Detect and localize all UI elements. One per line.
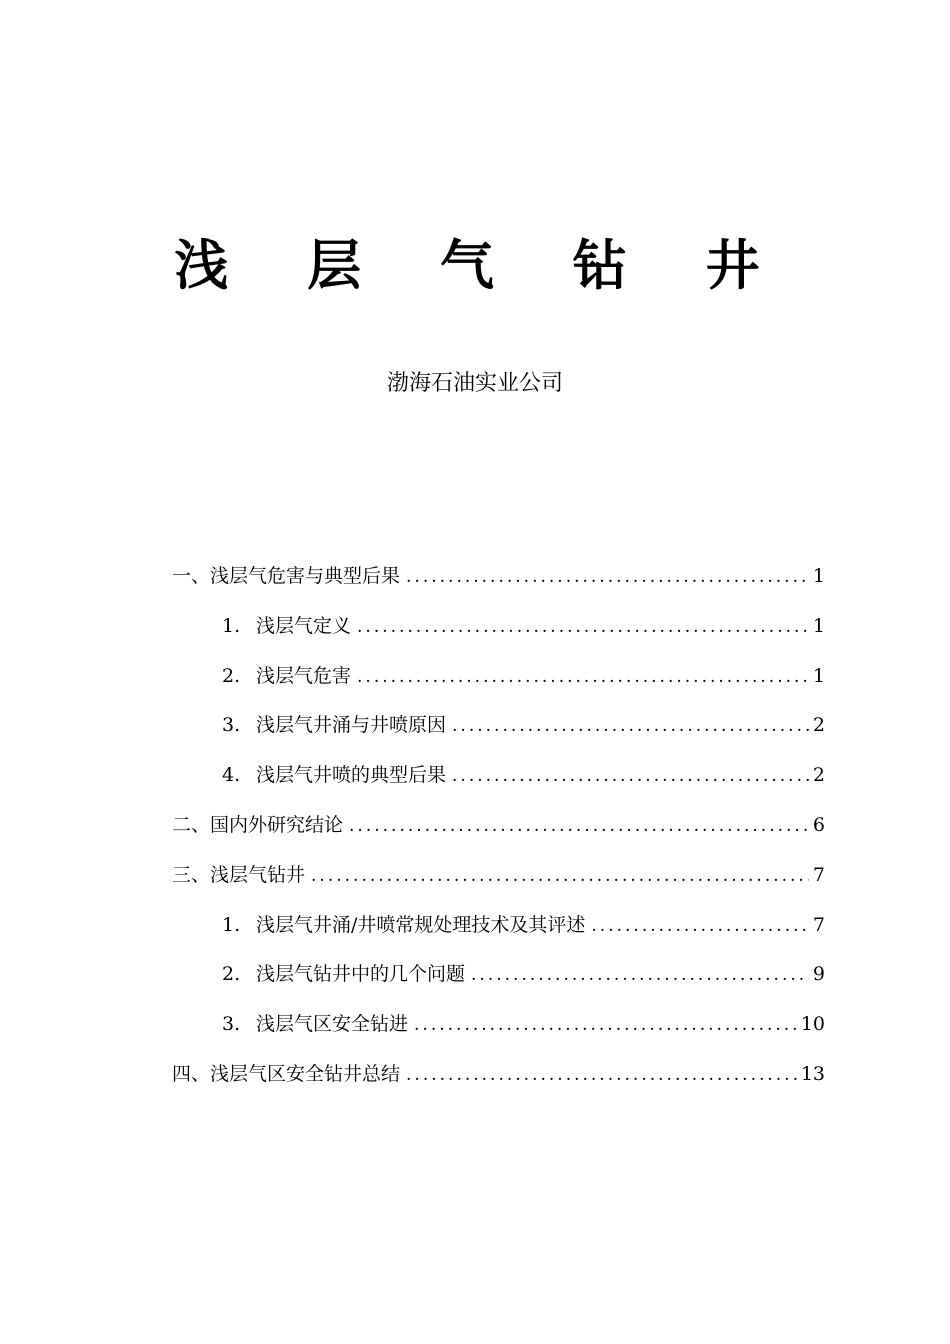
toc-entry-label: 浅层气井喷的典型后果	[256, 764, 447, 787]
toc-entry-title	[172, 556, 400, 596]
toc-entry-title	[222, 954, 465, 994]
toc-entry-title	[172, 855, 305, 895]
toc-dot-leader	[591, 906, 809, 946]
toc-dot-leader	[452, 706, 809, 746]
toc-entry[interactable]	[172, 1054, 825, 1104]
toc-entry-label: 二、国内外研究结论	[172, 813, 344, 836]
toc-dot-leader	[357, 607, 809, 647]
toc-dot-leader	[406, 1055, 797, 1095]
toc-entry-number: 2.	[222, 664, 241, 687]
toc-entry-title	[222, 905, 585, 945]
toc-entry[interactable]	[172, 805, 825, 855]
toc-entry-title	[222, 656, 351, 696]
toc-entry-title	[172, 805, 343, 845]
toc-entry-label: 浅层气井涌/井喷常规处理技术及其评述	[256, 913, 586, 936]
toc-entry-label: 四、浅层气区安全钻井总结	[172, 1062, 401, 1085]
toc-entry-label: 浅层气钻井中的几个问题	[256, 963, 466, 986]
toc-page-number: 6	[812, 813, 825, 836]
toc-page-number: 1	[812, 565, 825, 587]
organization-name: 渤海石油实业公司	[386, 371, 563, 396]
toc-entry-number: 3.	[222, 714, 241, 737]
toc-page-number: 10	[800, 1013, 825, 1036]
toc-dot-leader	[452, 756, 809, 796]
toc-entry-number: 1.	[222, 913, 241, 936]
toc-page-number: 7	[812, 863, 825, 886]
toc-page-number: 2	[812, 714, 825, 737]
toc-entry[interactable]	[172, 1004, 825, 1054]
toc-entry-number: 1.	[222, 614, 241, 637]
toc-entry-number: 3.	[222, 1013, 241, 1036]
toc-entry-title	[222, 755, 446, 795]
toc-entry-label: 浅层气井涌与井喷原因	[256, 714, 447, 737]
toc-entry-title	[222, 606, 351, 646]
toc-entry[interactable]	[172, 954, 825, 1004]
toc-page-number: 2	[812, 764, 825, 787]
toc-entry[interactable]	[172, 755, 825, 805]
document-title: 浅 层 气 钻 井	[174, 234, 790, 297]
toc-page-number: 1	[812, 664, 825, 687]
toc-entry-number: 4.	[222, 764, 241, 787]
toc-entry-label: 三、浅层气钻井	[172, 863, 306, 886]
toc-entry-label: 浅层气区安全钻进	[256, 1013, 409, 1036]
toc-entry[interactable]	[172, 606, 825, 656]
toc-entry-label: 浅层气定义	[256, 614, 352, 637]
toc-entry[interactable]	[172, 705, 825, 755]
toc-entry[interactable]	[172, 855, 825, 905]
toc-page-number: 7	[812, 913, 825, 936]
toc-entry-title	[172, 1054, 400, 1094]
toc-page-number: 13	[800, 1062, 825, 1085]
table-of-contents	[172, 556, 825, 1104]
toc-entry-title	[222, 1004, 408, 1044]
toc-dot-leader	[357, 657, 809, 697]
toc-page-number: 1	[812, 614, 825, 637]
toc-entry[interactable]	[172, 905, 825, 955]
toc-dot-leader	[349, 806, 809, 846]
toc-entry-label: 浅层气危害	[256, 664, 352, 687]
toc-entry-title	[222, 705, 446, 745]
toc-entry-label: 一、浅层气危害与典型后果	[172, 565, 401, 587]
toc-dot-leader	[311, 856, 809, 896]
toc-dot-leader	[406, 557, 809, 597]
toc-entry[interactable]	[172, 556, 825, 606]
toc-entry[interactable]	[172, 656, 825, 706]
toc-page-number: 9	[812, 963, 825, 986]
toc-dot-leader	[414, 1005, 797, 1045]
toc-dot-leader	[471, 955, 809, 995]
toc-entry-number: 2.	[222, 963, 241, 986]
